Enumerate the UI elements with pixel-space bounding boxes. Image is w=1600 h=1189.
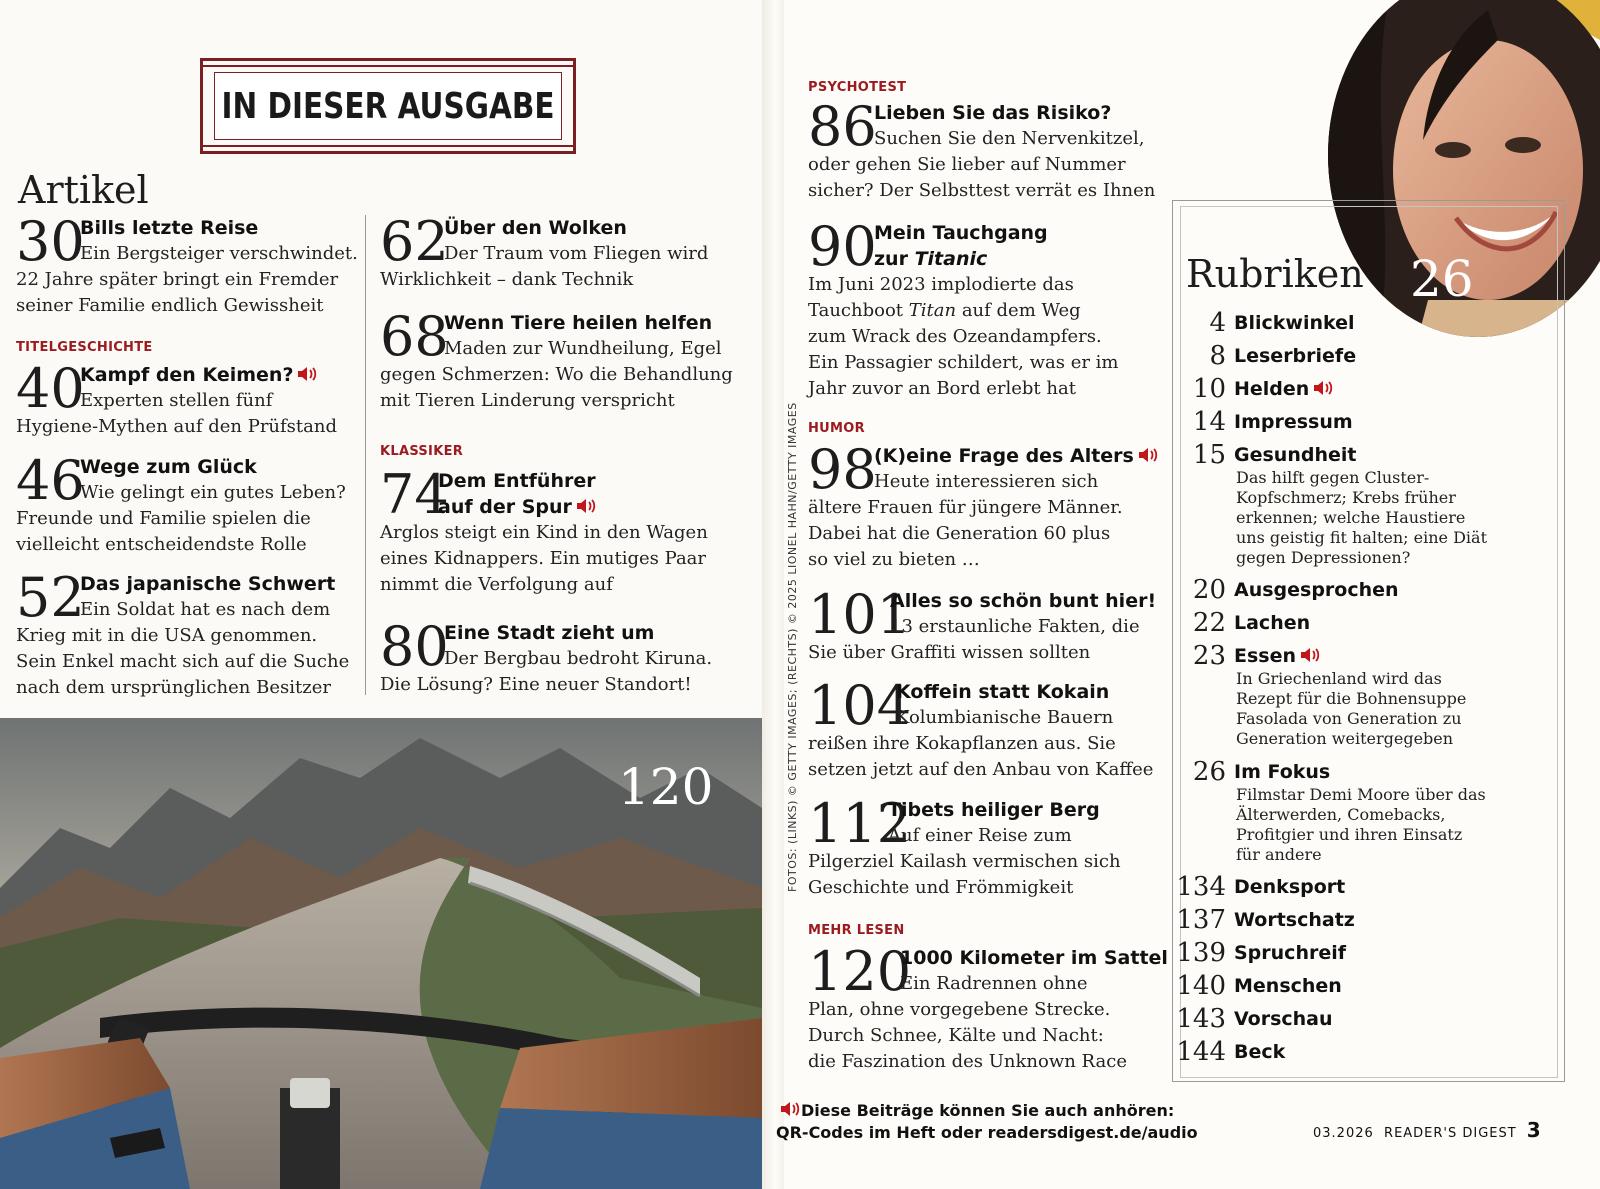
entry-description	[808, 731, 1153, 783]
description-line: reißen ihre Kokapflanzen aus. Sie	[808, 733, 1116, 754]
page-number-large: 101	[808, 583, 912, 646]
article-entry	[808, 792, 1121, 901]
photo-credit-text: FOTOS: (LINKS) © GETTY IMAGES; (RECHTS) © 2025 LIONEL HAHN/GETTY IMAGES	[786, 402, 799, 892]
entry-description	[380, 362, 733, 414]
page-number-large: 112	[808, 792, 912, 855]
entry-text	[808, 438, 1159, 501]
article-entry	[380, 210, 709, 293]
rubrik-page-number: 22	[1192, 608, 1226, 638]
rubrik-title: Gesundheit	[1234, 444, 1357, 466]
rubrik-item	[1176, 1037, 1286, 1067]
description-line: Sein Enkel macht sich auf die Suche	[16, 651, 350, 672]
article-entry	[380, 615, 713, 698]
description-line: Krieg mit in die USA genommen.	[16, 625, 318, 646]
audio-note	[776, 1100, 1198, 1144]
section-kicker: PSYCHOTEST	[808, 80, 907, 95]
entry-title: Wenn Tiere heilen helfen	[444, 312, 713, 334]
entry-description	[808, 849, 1121, 901]
description-line: seiner Familie endlich Gewissheit	[16, 295, 324, 316]
page-number-large: 68	[380, 305, 449, 368]
rubrik-item	[1209, 308, 1355, 338]
audio-speaker-icon	[293, 364, 318, 386]
description-line: gegen Schmerzen: Wo die Behandlung	[380, 364, 733, 385]
description-line: die Faszination des Unknown Race	[808, 1051, 1127, 1072]
audio-speaker-icon	[776, 1101, 801, 1120]
entry-title-italic: Titanic	[914, 248, 988, 270]
page-number-large: 90	[808, 215, 877, 278]
entry-text	[808, 215, 1119, 278]
section-kicker: TITELGESCHICHTE	[16, 340, 153, 355]
rubrik-item	[1209, 341, 1357, 371]
entry-lead: Ein Bergsteiger verschwindet.	[80, 243, 358, 264]
entry-description	[808, 272, 1119, 402]
rubrik-item	[1192, 407, 1353, 437]
article-entry	[808, 940, 1168, 1075]
description-line: uns geistig fit halten; eine Diät	[1236, 528, 1488, 547]
description-line: sicher? Der Selbsttest verrät es Ihnen	[808, 180, 1156, 201]
rubrik-item	[1192, 575, 1399, 605]
rubrik-item	[1192, 374, 1334, 404]
description-line: gegen Depressionen?	[1236, 548, 1411, 567]
entry-lead: 13 erstaunliche Fakten, die	[890, 616, 1140, 637]
description-line: mit Tieren Linderung verspricht	[380, 390, 675, 411]
section-kicker: MEHR LESEN	[808, 923, 905, 938]
description-part: auf dem Weg	[956, 300, 1081, 321]
page-number-large: 74	[380, 463, 449, 526]
entry-lead: Ein Radrennen ohne	[900, 973, 1088, 994]
entry-lead: Der Traum vom Fliegen wird	[444, 243, 709, 264]
entry-text	[808, 95, 1155, 158]
rubrik-item	[1176, 1004, 1333, 1034]
entry-text	[808, 792, 1121, 855]
rubrik-description	[1236, 785, 1486, 865]
rubrik-page-number: 15	[1192, 440, 1226, 470]
entry-text	[380, 210, 709, 273]
section-kicker: KLASSIKER	[380, 444, 464, 459]
page-number-large: 40	[16, 357, 85, 420]
description-line: setzen jetzt auf den Anbau von Kaffee	[808, 759, 1154, 780]
rubrik-item	[1176, 971, 1342, 1001]
entry-text	[808, 583, 1157, 646]
rubrik-title: Denksport	[1234, 876, 1346, 898]
description-line: Plan, ohne vorgegebene Strecke.	[808, 999, 1111, 1020]
entry-text	[808, 940, 1168, 1003]
entry-title: Das japanische Schwert	[80, 573, 336, 595]
rubrik-page-number: 26	[1192, 757, 1226, 787]
entry-title: Tibets heiliger Berg	[888, 799, 1100, 821]
page-footer	[1313, 1118, 1541, 1142]
entry-lead: Der Bergbau bedroht Kiruna.	[444, 648, 713, 669]
rubrik-description	[1236, 669, 1466, 749]
entry-title: 1000 Kilometer im Sattel	[900, 947, 1168, 969]
bike-photo-page-number: 120	[618, 758, 714, 816]
description-line: Geschichte und Frömmigkeit	[808, 877, 1074, 898]
entry-lead: Auf einer Reise zum	[888, 825, 1072, 846]
rubrik-page-number: 23	[1192, 641, 1226, 671]
entry-text	[16, 449, 346, 512]
rubrik-title: Leserbriefe	[1234, 345, 1357, 367]
rubrik-item	[1176, 872, 1346, 902]
entry-lead: Maden zur Wundheilung, Egel	[444, 338, 722, 359]
entry-lead: Suchen Sie den Nervenkitzel,	[874, 128, 1145, 149]
entry-title: Dem Entführer	[438, 470, 596, 492]
entry-lead: Experten stellen fünf	[80, 390, 273, 411]
description-part: Tauchboot	[808, 300, 909, 321]
description-line: vielleicht entscheidendste Rolle	[16, 534, 307, 555]
article-entry	[16, 566, 350, 701]
description-line: Kopfschmerz; Krebs früher	[1236, 488, 1456, 507]
entry-description	[16, 267, 358, 319]
rubrik-title: Essen	[1234, 645, 1297, 667]
description-line: Jahr zuvor an Bord erlebt hat	[808, 378, 1076, 399]
article-entry	[16, 210, 358, 319]
description-line: eines Kidnappers. Ein mutiges Paar	[380, 548, 707, 569]
entry-text	[380, 615, 713, 678]
article-entry	[808, 215, 1119, 402]
audio-speaker-icon	[1309, 380, 1334, 399]
entry-text	[16, 566, 349, 629]
entry-description	[380, 520, 708, 598]
description-line: Im Juni 2023 implodierte das	[808, 274, 1074, 295]
entry-title: (K)eine Frage des Alters	[874, 443, 1159, 469]
description-line: Älterwerden, Comebacks,	[1236, 805, 1446, 824]
description-line: Dabei hat die Generation 60 plus	[808, 523, 1111, 544]
description-line: so viel zu bieten …	[808, 549, 980, 570]
rubrik-page-number: 137	[1176, 905, 1226, 935]
rubrik-page-number: 14	[1192, 407, 1226, 437]
description-line: Durch Schnee, Kälte und Nacht:	[808, 1025, 1104, 1046]
entry-title-part: zur	[874, 248, 915, 270]
article-entry	[808, 438, 1159, 573]
description-line: ältere Frauen für jüngere Männer.	[808, 497, 1123, 518]
article-entry	[808, 583, 1157, 666]
entry-title: Lieben Sie das Risiko?	[874, 102, 1112, 124]
entry-title: Mein Tauchgang	[874, 222, 1048, 244]
entry-title: Bills letzte Reise	[80, 217, 259, 239]
rubrik-title: Ausgesprochen	[1234, 579, 1399, 601]
entry-title: Wege zum Glück	[80, 456, 257, 478]
entry-title: Alles so schön bunt hier!	[890, 590, 1157, 612]
description-line: Arglos steigt ein Kind in den Wagen	[380, 522, 708, 543]
rubrik-title: Lachen	[1234, 612, 1311, 634]
entry-description	[808, 495, 1159, 573]
rubrik-title: Im Fokus	[1234, 761, 1331, 783]
description-line: Profitgier und ihren Einsatz	[1236, 825, 1463, 844]
description-line: Ein Passagier schildert, was er im	[808, 352, 1119, 373]
rubrik-item	[1192, 641, 1321, 671]
entry-title: Kampf den Keimen?	[80, 362, 337, 388]
rubrik-page-number: 20	[1192, 575, 1226, 605]
entry-lead: Kolumbianische Bauern	[896, 707, 1114, 728]
article-entry	[808, 95, 1156, 204]
description-line: Die Lösung? Eine neuer Standort!	[380, 674, 692, 695]
rubrik-page-number: 8	[1209, 341, 1226, 371]
artikel-heading: Artikel	[18, 168, 149, 212]
rubrik-page-number: 4	[1209, 308, 1226, 338]
page-number-large: 86	[808, 95, 877, 158]
entry-lead: Heute interessieren sich	[874, 471, 1099, 492]
page-title: IN DIESER AUSGABE	[221, 85, 555, 127]
rubrik-title: Beck	[1234, 1041, 1286, 1063]
description-line: oder gehen Sie lieber auf Nummer	[808, 154, 1126, 175]
audio-speaker-icon	[1296, 647, 1321, 666]
rubrik-item	[1192, 608, 1311, 638]
rubrik-title: Spruchreif	[1234, 942, 1347, 964]
audio-speaker-icon	[1134, 445, 1159, 467]
audio-note-line2: QR-Codes im Heft oder readersdigest.de/audio	[776, 1123, 1198, 1142]
entry-title-line2	[874, 246, 1119, 272]
description-line: Pilgerziel Kailash vermischen sich	[808, 851, 1121, 872]
rubrik-title: Impressum	[1234, 411, 1353, 433]
description-line: Freunde und Familie spielen die	[16, 508, 311, 529]
rubrik-description	[1236, 468, 1487, 568]
article-entry	[380, 305, 733, 414]
article-entry	[808, 674, 1154, 783]
entry-text	[16, 210, 358, 273]
description-line: Wirklichkeit – dank Technik	[380, 269, 634, 290]
entry-title: Koffein statt Kokain	[896, 681, 1110, 703]
page-number-large: 46	[16, 449, 85, 512]
rubrik-title: Vorschau	[1234, 1008, 1333, 1030]
description-line: zum Wrack des Ozeandampfers.	[808, 326, 1102, 347]
rubrik-item	[1192, 757, 1331, 787]
page-number-large: 104	[808, 674, 912, 737]
entry-description	[16, 506, 346, 558]
description-line: Rezept für die Bohnensuppe	[1236, 689, 1467, 708]
description-line: für andere	[1236, 845, 1322, 864]
entry-description	[808, 997, 1168, 1075]
rubrik-item	[1176, 905, 1355, 935]
entry-text	[380, 463, 708, 526]
page-number-large: 62	[380, 210, 449, 273]
entry-title: Über den Wolken	[444, 217, 627, 239]
rubrik-title: Blickwinkel	[1234, 312, 1355, 334]
entry-description	[16, 623, 349, 701]
description-line: Sie über Graffiti wissen sollten	[808, 642, 1091, 663]
rubriken-heading: Rubriken	[1186, 252, 1364, 296]
brand-name: READER'S DIGEST	[1384, 1126, 1517, 1141]
entry-description	[808, 152, 1155, 204]
article-entry	[380, 463, 708, 598]
rubrik-item	[1192, 440, 1357, 470]
description-line: nach dem ursprünglichen Besitzer	[16, 677, 331, 698]
masthead-box	[200, 58, 576, 154]
rubrik-page-number: 10	[1192, 374, 1226, 404]
description-line: Generation weitergegeben	[1236, 729, 1454, 748]
description-line: erkennen; welche Haustiere	[1236, 508, 1466, 527]
page-number-large: 80	[380, 615, 449, 678]
rubrik-page-number: 139	[1176, 938, 1226, 968]
entry-title: Eine Stadt zieht um	[444, 622, 655, 644]
rubrik-item	[1176, 938, 1347, 968]
rubrik-page-number: 134	[1176, 872, 1226, 902]
page-number-large: 52	[16, 566, 85, 629]
column-divider	[365, 215, 366, 695]
rubrik-title: Menschen	[1234, 975, 1342, 997]
description-line: Das hilft gegen Cluster-	[1236, 468, 1430, 487]
description-line: nimmt die Verfolgung auf	[380, 574, 613, 595]
entry-title-line2: auf der Spur	[438, 494, 708, 520]
portrait-page-number: 26	[1410, 250, 1474, 308]
audio-note-line1: Diese Beiträge können Sie auch anhören:	[801, 1101, 1175, 1120]
rubrik-page-number: 140	[1176, 971, 1226, 1001]
issue-date: 03.2026	[1313, 1126, 1374, 1141]
rubrik-page-number: 144	[1176, 1037, 1226, 1067]
entry-lead: Wie gelingt ein gutes Leben?	[80, 482, 346, 503]
description-line: Filmstar Demi Moore über das	[1236, 785, 1486, 804]
description-line: In Griechenland wird das	[1236, 669, 1442, 688]
page-number-large: 98	[808, 438, 877, 501]
description-line: 22 Jahre später bringt ein Fremder	[16, 269, 339, 290]
photo-credit	[776, 392, 799, 892]
page-number-large: 30	[16, 210, 85, 273]
audio-speaker-icon	[572, 496, 597, 518]
page-number-large: 120	[808, 940, 912, 1003]
section-kicker: HUMOR	[808, 421, 865, 436]
description-italic: Titan	[908, 300, 957, 321]
article-entry	[16, 449, 346, 558]
entry-text	[16, 357, 337, 420]
rubrik-title: Wortschatz	[1234, 909, 1355, 931]
entry-text	[808, 674, 1153, 737]
entry-text	[380, 305, 733, 368]
entry-lead: Ein Soldat hat es nach dem	[80, 599, 331, 620]
description-line: Hygiene-Mythen auf den Prüfstand	[16, 416, 338, 437]
description-line: Fasolada von Generation zu	[1236, 709, 1462, 728]
rubrik-title: Helden	[1234, 378, 1310, 400]
description-line	[808, 298, 1119, 324]
page-number: 3	[1526, 1118, 1541, 1142]
rubrik-page-number: 143	[1176, 1004, 1226, 1034]
article-entry	[16, 357, 338, 440]
